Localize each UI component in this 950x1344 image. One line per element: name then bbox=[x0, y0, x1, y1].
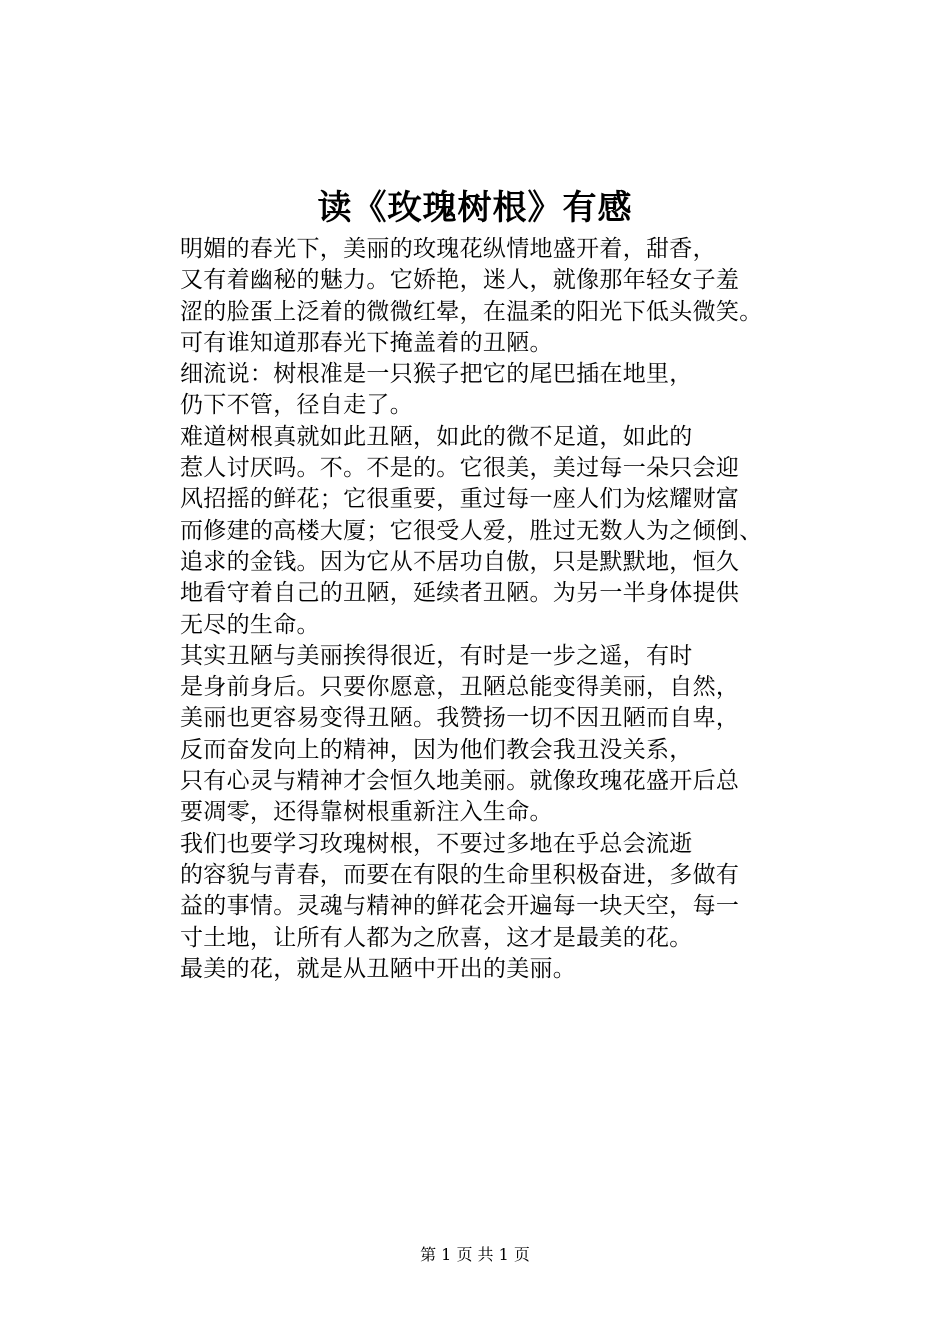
body-line: 风招摇的鲜花；它很重要，重过每一座人们为炫耀财富 bbox=[180, 486, 740, 513]
body-line: 无尽的生命。 bbox=[180, 611, 320, 638]
body-line: 只有心灵与精神才会恒久地美丽。就像玫瑰花盛开后总 bbox=[180, 768, 740, 795]
body-line: 细流说：树根准是一只猴子把它的尾巴插在地里， bbox=[180, 361, 693, 388]
document-body bbox=[180, 234, 820, 985]
body-line: 要凋零，还得靠树根重新注入生命。 bbox=[180, 799, 553, 826]
body-line: 益的事情。灵魂与精神的鲜花会开遍每一块天空，每一 bbox=[180, 893, 740, 920]
body-line: 我们也要学习玫瑰树根，不要过多地在乎总会流逝 bbox=[180, 830, 693, 857]
body-line: 其实丑陋与美丽挨得很近，有时是一步之遥，有时 bbox=[180, 642, 693, 669]
body-line: 美丽也更容易变得丑陋。我赞扬一切不因丑陋而自卑， bbox=[180, 705, 740, 732]
body-line: 难道树根真就如此丑陋，如此的微不足道，如此的 bbox=[180, 423, 693, 450]
body-line: 而修建的高楼大厦；它很受人爱，胜过无数人为之倾倒、 bbox=[180, 517, 763, 544]
body-line: 涩的脸蛋上泛着的微微红晕，在温柔的阳光下低头微笑。 bbox=[180, 298, 763, 325]
body-line: 是身前身后。只要你愿意，丑陋总能变得美丽，自然， bbox=[180, 674, 740, 701]
body-line: 反而奋发向上的精神，因为他们教会我丑没关系， bbox=[180, 736, 693, 763]
page-footer: 第 1 页 共 1 页 bbox=[420, 1245, 530, 1264]
body-line: 最美的花，就是从丑陋中开出的美丽。 bbox=[180, 955, 577, 982]
body-line: 的容貌与青春，而要在有限的生命里积极奋进，多做有 bbox=[180, 861, 740, 888]
body-line: 追求的金钱。因为它从不居功自傲，只是默默地，恒久 bbox=[180, 548, 740, 575]
document-title: 读《玫瑰树根》有感 bbox=[317, 188, 633, 228]
body-line: 惹人讨厌吗。不。不是的。它很美，美过每一朵只会迎 bbox=[180, 455, 740, 482]
body-line: 地看守着自己的丑陋，延续者丑陋。为另一半身体提供 bbox=[180, 580, 740, 607]
body-line: 明媚的春光下，美丽的玫瑰花纵情地盛开着，甜香， bbox=[180, 236, 716, 262]
body-line: 可有谁知道那春光下掩盖着的丑陋。 bbox=[180, 329, 553, 356]
body-line: 寸土地，让所有人都为之欣喜，这才是最美的花。 bbox=[180, 924, 693, 951]
body-line: 仍下不管，径自走了。 bbox=[180, 392, 413, 419]
body-line: 又有着幽秘的魅力。它娇艳，迷人，就像那年轻女子羞 bbox=[180, 267, 740, 294]
